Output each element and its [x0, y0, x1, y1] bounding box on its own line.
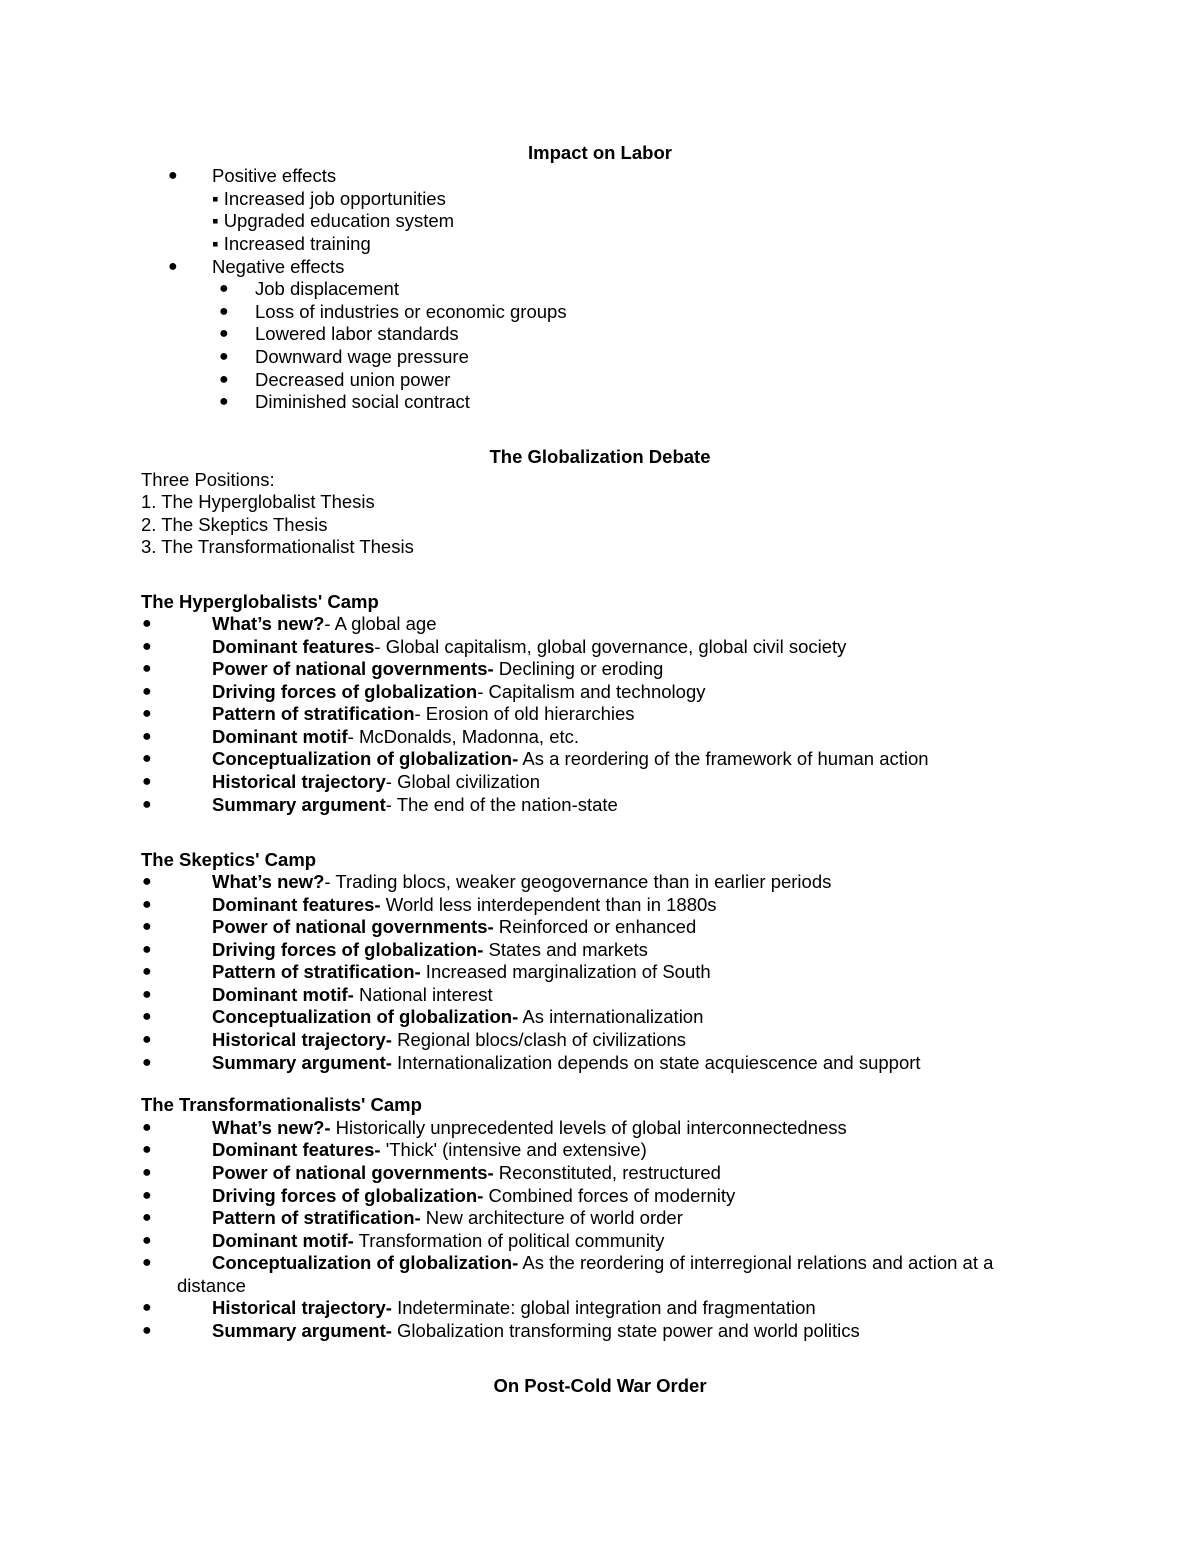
- camp-item: ● Dominant features- World less interdependent than in 1880s: [142, 894, 717, 915]
- bullet-icon: ●: [142, 896, 152, 913]
- sub-list-item: ● Diminished social contract: [219, 391, 470, 412]
- camp-item: ● Conceptualization of globalization- As the reordering of interregional relations and action at a: [142, 1252, 994, 1273]
- bullet-icon: ●: [168, 258, 178, 275]
- numbered-item: 1. The Hyperglobalist Thesis: [141, 491, 375, 512]
- bullet-icon: ●: [219, 303, 229, 320]
- bullet-icon: ●: [142, 1164, 152, 1181]
- camp-item: ● Summary argument- Internationalization depends on state acquiescence and support: [142, 1052, 921, 1073]
- camp-item: ● Historical trajectory- Indeterminate: global integration and fragmentation: [142, 1297, 816, 1318]
- bullet-icon: ●: [142, 728, 152, 745]
- camp-item: ● Power of national governments- Reinforced or enhanced: [142, 916, 697, 937]
- sub-list-item: ● Downward wage pressure: [219, 346, 469, 367]
- bullet-icon: ●: [142, 1008, 152, 1025]
- camp-item: ● Pattern of stratification- Increased marginalization of South: [142, 961, 711, 982]
- bullet-icon: ●: [142, 1054, 152, 1071]
- camp-item: ● Historical trajectory- Global civilization: [142, 771, 540, 792]
- bullet-icon: ●: [142, 941, 152, 958]
- bullet-icon: ●: [168, 167, 178, 184]
- bullet-icon: ●: [142, 750, 152, 767]
- camp-item: ● Conceptualization of globalization- As internationalization: [142, 1006, 704, 1027]
- bullet-icon: ●: [142, 705, 152, 722]
- bullet-icon: ●: [142, 683, 152, 700]
- camp-item: ● What’s new?- Historically unprecedented levels of global interconnectedness: [142, 1117, 847, 1138]
- camp-item: ● What’s new?- Trading blocs, weaker geogovernance than in earlier periods: [142, 871, 832, 892]
- bullet-icon: ●: [142, 1031, 152, 1048]
- section-heading-post-cold-war: On Post-Cold War Order: [493, 1375, 707, 1396]
- camp-item: ● Summary argument- Globalization transforming state power and world politics: [142, 1320, 860, 1341]
- camp-item: ● Summary argument- The end of the nation-state: [142, 794, 618, 815]
- sub-list-item: ▪ Upgraded education system: [212, 210, 455, 231]
- sub-list-item: ▪ Increased job opportunities: [212, 188, 446, 209]
- bullet-icon: ●: [142, 1232, 152, 1249]
- bullet-icon: ●: [219, 371, 229, 388]
- camp-item: ● Driving forces of globalization- Capitalism and technology: [142, 681, 706, 702]
- bullet-icon: ●: [142, 1254, 152, 1271]
- bullet-icon: ●: [219, 393, 229, 410]
- section-heading-debate: The Globalization Debate: [489, 446, 711, 467]
- camp-item: ● Historical trajectory- Regional blocs/clash of civilizations: [142, 1029, 687, 1050]
- bullet-icon: ●: [142, 918, 152, 935]
- numbered-item: 2. The Skeptics Thesis: [141, 514, 328, 535]
- bullet-icon: ●: [142, 773, 152, 790]
- camp-item: ● Dominant features- Global capitalism, global governance, global civil society: [142, 636, 847, 657]
- bullet-icon: ●: [142, 986, 152, 1003]
- camp-item: ● Pattern of stratification- Erosion of old hierarchies: [142, 703, 635, 724]
- camp-heading-skeptics: The Skeptics' Camp: [141, 849, 317, 870]
- bullet-icon: ●: [142, 873, 152, 890]
- list-item: ● Negative effects: [168, 256, 345, 277]
- bullet-icon: ●: [142, 963, 152, 980]
- bullet-icon: ●: [142, 1119, 152, 1136]
- paragraph: Three Positions:: [141, 469, 275, 490]
- numbered-item: 3. The Transformationalist Thesis: [141, 536, 414, 557]
- camp-heading-transformationalists: The Transformationalists' Camp: [141, 1094, 422, 1115]
- bullet-icon: ●: [219, 348, 229, 365]
- bullet-icon: ●: [142, 1141, 152, 1158]
- camp-item: ● Dominant features- 'Thick' (intensive and extensive): [142, 1139, 647, 1160]
- bullet-icon: ●: [219, 325, 229, 342]
- sub-list-item: ● Loss of industries or economic groups: [219, 301, 567, 322]
- camp-item: ● Power of national governments- Declining or eroding: [142, 658, 664, 679]
- camp-item: ● Driving forces of globalization- States and markets: [142, 939, 648, 960]
- camp-item: ● Conceptualization of globalization- As a reordering of the framework of human action: [142, 748, 929, 769]
- camp-item: ● What’s new?- A global age: [142, 613, 437, 634]
- camp-item: ● Driving forces of globalization- Combined forces of modernity: [142, 1185, 736, 1206]
- bullet-icon: ●: [142, 1209, 152, 1226]
- bullet-icon: ●: [142, 615, 152, 632]
- camp-item: ● Dominant motif- Transformation of political community: [142, 1230, 665, 1251]
- camp-item-continuation: distance: [177, 1275, 246, 1296]
- sub-list-item: ● Lowered labor standards: [219, 323, 459, 344]
- camp-item: ● Dominant motif- McDonalds, Madonna, etc.: [142, 726, 580, 747]
- camp-heading-hyperglobalists: The Hyperglobalists' Camp: [141, 591, 379, 612]
- camp-item: ● Dominant motif- National interest: [142, 984, 493, 1005]
- bullet-icon: ●: [142, 1187, 152, 1204]
- list-item: ● Positive effects: [168, 165, 337, 186]
- bullet-icon: ●: [142, 638, 152, 655]
- sub-list-item: ● Job displacement: [219, 278, 399, 299]
- bullet-icon: ●: [142, 796, 152, 813]
- bullet-icon: ●: [219, 280, 229, 297]
- camp-item: ● Pattern of stratification- New architecture of world order: [142, 1207, 683, 1228]
- sub-list-item: ● Decreased union power: [219, 369, 451, 390]
- sub-list-item: ▪ Increased training: [212, 233, 371, 254]
- bullet-icon: ●: [142, 660, 152, 677]
- camp-item: ● Power of national governments- Reconstituted, restructured: [142, 1162, 721, 1183]
- bullet-icon: ●: [142, 1322, 152, 1339]
- bullet-icon: ●: [142, 1299, 152, 1316]
- section-heading-labor: Impact on Labor: [528, 142, 672, 163]
